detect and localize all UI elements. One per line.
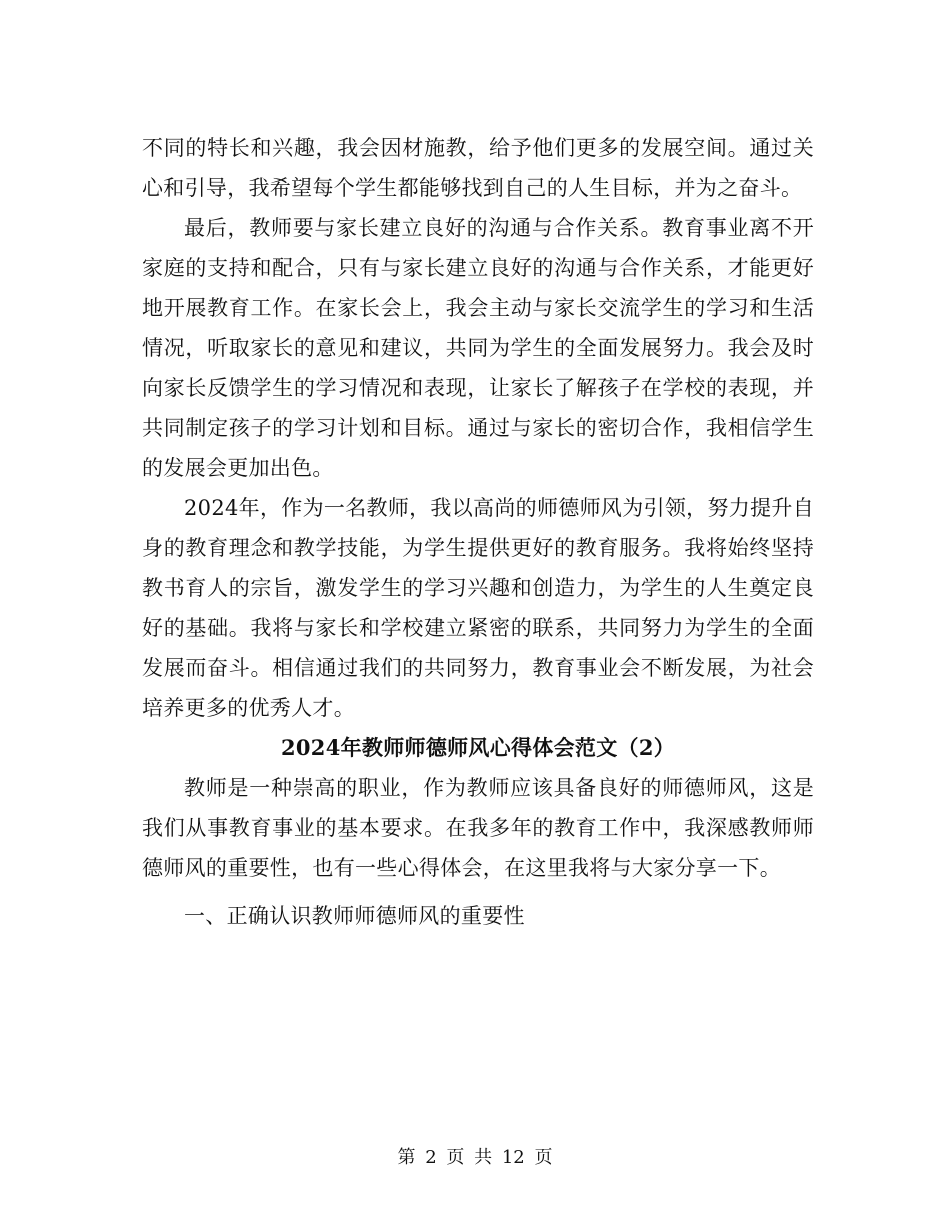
section-title: 2024年教师师德师风心得体会范文（2） xyxy=(280,735,676,760)
paragraph-parent-communication: 最后，教师要与家长建立良好的沟通与合作关系。教育事业离不开家庭的支持和配合，只有与家长建立良好的沟通与合作关系，才能更好地开展教育工作。在家长会上，我会主动与家长交流学生的学习和生活情况，听取家长的意见和建议，共同为学生的全面发展努力。我会及时向家长反馈学生的学习情况和表现，让家长了解孩子在学校的表现，并共同制定孩子的学习计划和目标。通过与家长的密切合作，我相信学生的发展会更加出色。 xyxy=(142,216,814,480)
paragraph-2024-summary: 2024年，作为一名教师，我以高尚的师德师风为引领，努力提升自身的教育理念和教学技能，为学生提供更好的教育服务。我将始终坚持教书育人的宗旨，激发学生的学习兴趣和创造力，为学生的人生奠定良好的基础。我将与家长和学校建立紧密的联系，共同努力为学生的全面发展而奋斗。相信通过我们的共同努力，教育事业会不断发展，为社会培养更多的优秀人才。 xyxy=(142,496,814,720)
page-footer: 第 2 页 共 12 页 xyxy=(397,1147,553,1168)
document-body xyxy=(142,128,814,936)
paragraph-subheading-1: 一、正确认识教师师德师风的重要性 xyxy=(184,904,525,928)
paragraph-section-intro: 教师是一种崇高的职业，作为教师应该具备良好的师德师风，这是我们从事教育事业的基本要求。在我多年的教育工作中，我深感教师师德师风的重要性，也有一些心得体会，在这里我将与大家分享一下。 xyxy=(142,776,814,880)
paragraph-continuation: 不同的特长和兴趣，我会因材施教，给予他们更多的发展空间。通过关心和引导，我希望每个学生都能够找到自己的人生目标，并为之奋斗。 xyxy=(142,136,814,200)
